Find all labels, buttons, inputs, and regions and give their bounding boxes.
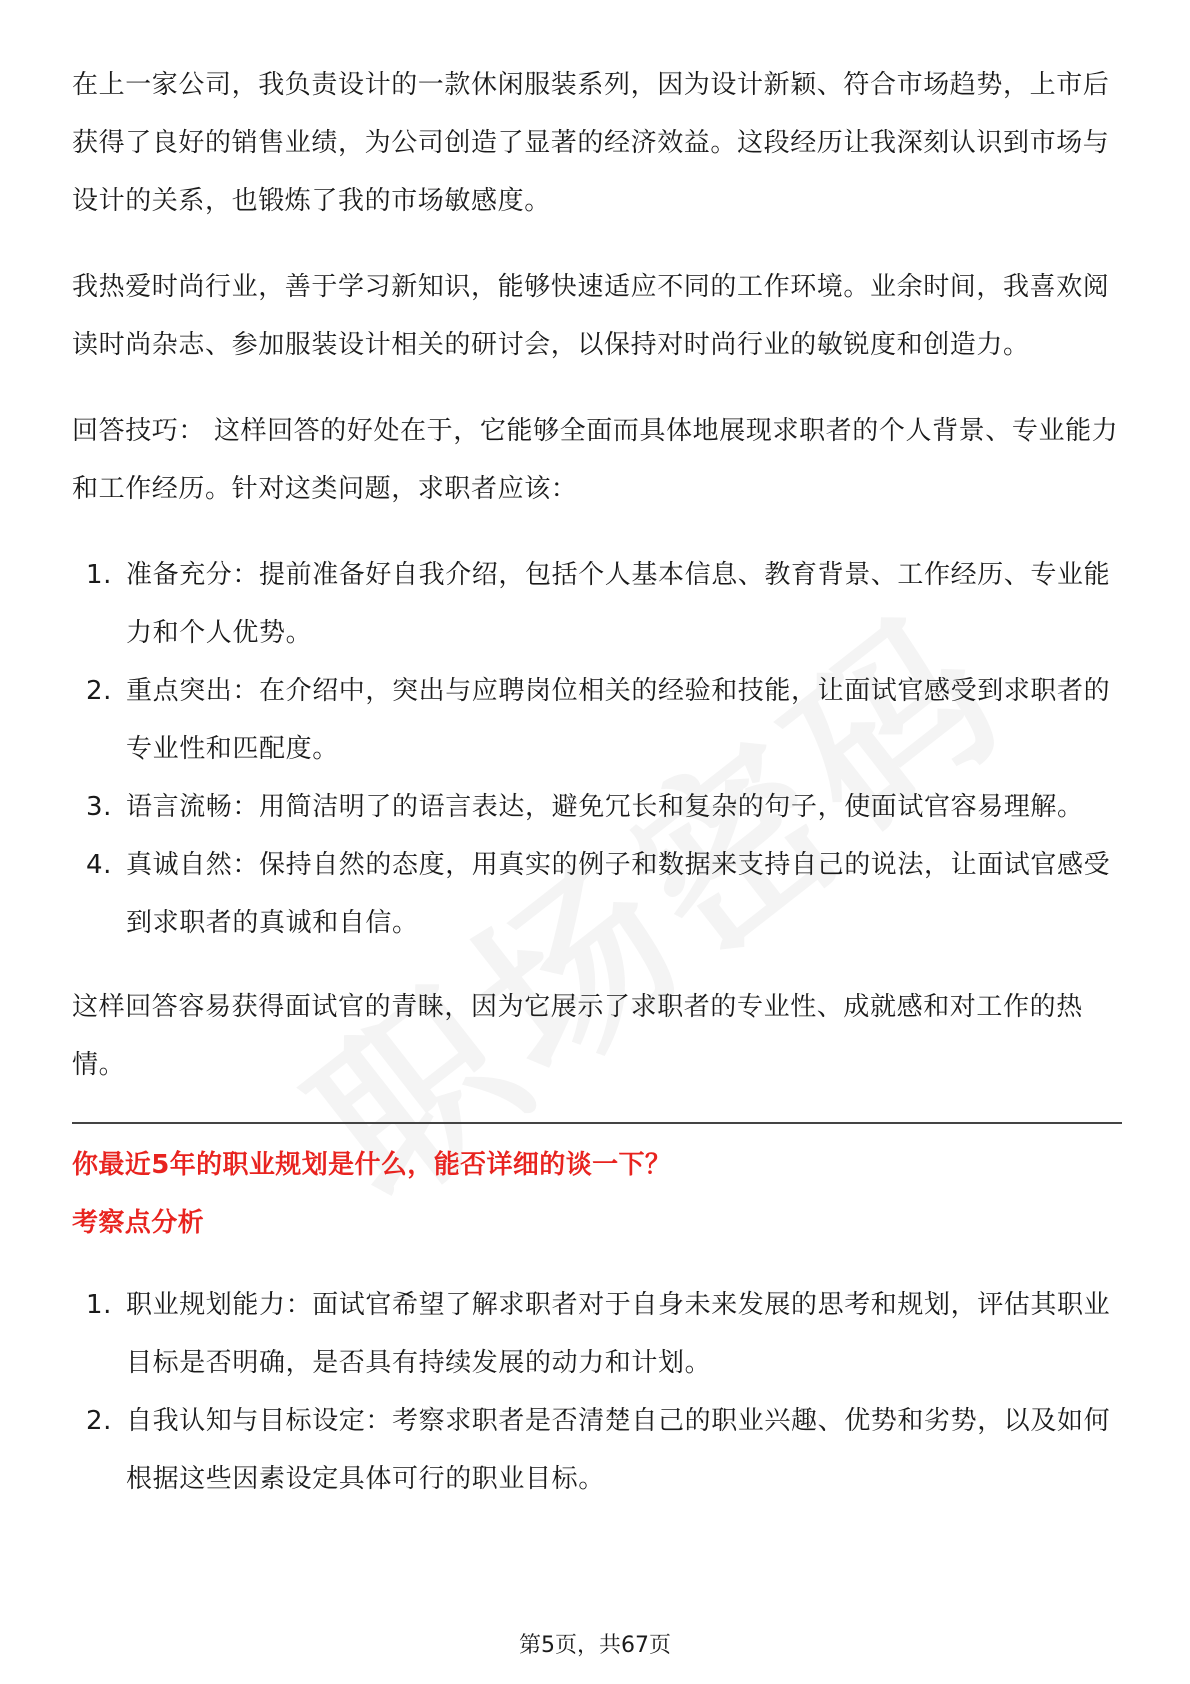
paragraph-tips-intro: 回答技巧： 这样回答的好处在于，它能够全面而具体地展现求职者的个人背景、专业能力和工作经历。针对这类问题，求职者应该： xyxy=(72,416,1119,504)
page-footer: 第5页，共67页 xyxy=(519,1633,671,1658)
list-number: 3. xyxy=(86,792,113,822)
page-content xyxy=(72,56,1122,1534)
list-text: 真诚自然：保持自然的态度，用真实的例子和数据来支持自己的说法，让面试官感受到求职者的真诚和自信。 xyxy=(126,850,1111,938)
paragraph-interests: 我热爱时尚行业，善于学习新知识，能够快速适应不同的工作环境。业余时间，我喜欢阅读时尚杂志、参加服装设计相关的研讨会，以保持对时尚行业的敏锐度和创造力。 xyxy=(72,272,1110,360)
analysis-list xyxy=(72,1276,1122,1508)
list-number: 1. xyxy=(86,1290,113,1320)
list-text: 准备充分：提前准备好自我介绍，包括个人基本信息、教育背景、工作经历、专业能力和个人优势。 xyxy=(126,560,1111,648)
paragraph-experience: 在上一家公司，我负责设计的一款休闲服装系列，因为设计新颖、符合市场趋势，上市后获得了良好的销售业绩，为公司创造了显著的经济效益。这段经历让我深刻认识到市场与设计的关系，也锻炼了我的市场敏感度。 xyxy=(72,70,1110,216)
list-text: 自我认知与目标设定：考察求职者是否清楚自己的职业兴趣、优势和劣势，以及如何根据这些因素设定具体可行的职业目标。 xyxy=(126,1406,1111,1494)
tips-list xyxy=(72,546,1122,952)
list-item xyxy=(72,1392,1122,1508)
list-number: 4. xyxy=(86,850,113,880)
list-text: 语言流畅：用简洁明了的语言表达，避免冗长和复杂的句子，使面试官容易理解。 xyxy=(126,792,1084,822)
list-text: 职业规划能力：面试官希望了解求职者对于自身未来发展的思考和规划，评估其职业目标是否明确，是否具有持续发展的动力和计划。 xyxy=(126,1290,1111,1378)
list-number: 2. xyxy=(86,676,113,706)
list-text: 重点突出：在介绍中，突出与应聘岗位相关的经验和技能，让面试官感受到求职者的专业性和匹配度。 xyxy=(126,676,1111,764)
list-item xyxy=(72,778,1122,836)
list-number: 2. xyxy=(86,1406,113,1436)
analysis-heading: 考察点分析 xyxy=(72,1208,205,1238)
section-divider xyxy=(72,1122,1122,1124)
list-item xyxy=(72,1276,1122,1392)
list-item xyxy=(72,836,1122,952)
list-item xyxy=(72,662,1122,778)
paragraph-closing: 这样回答容易获得面试官的青睐，因为它展示了求职者的专业性、成就感和对工作的热情。 xyxy=(72,992,1083,1080)
list-number: 1. xyxy=(86,560,113,590)
list-item xyxy=(72,546,1122,662)
question-heading: 你最近5年的职业规划是什么，能否详细的谈一下？ xyxy=(72,1150,672,1180)
